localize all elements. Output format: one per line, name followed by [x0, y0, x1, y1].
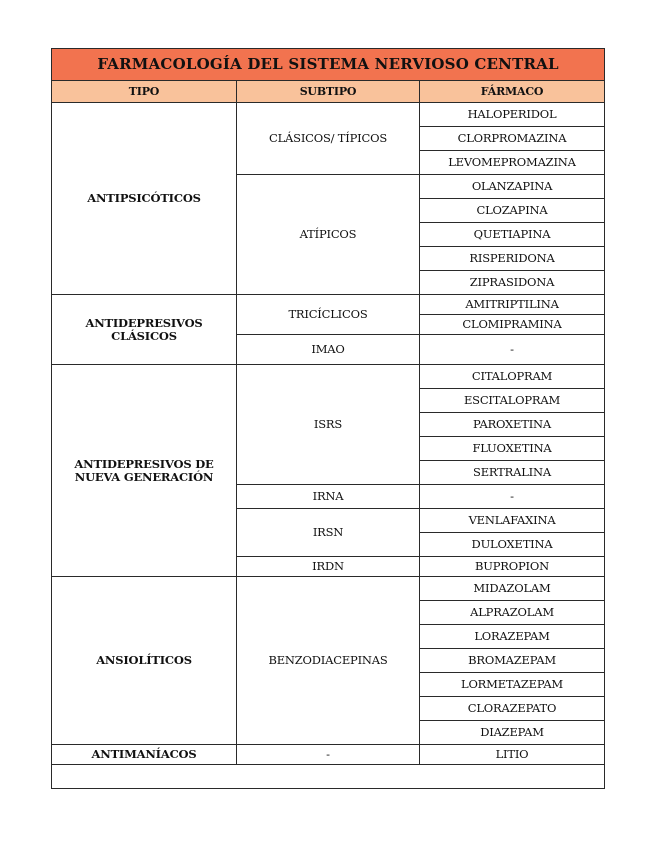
blank-row — [52, 765, 605, 789]
drug-cell: BUPROPION — [420, 557, 605, 577]
subtipo-benzodiacepinas: BENZODIACEPINAS — [237, 577, 420, 745]
drug-cell: SERTRALINA — [420, 461, 605, 485]
drug-cell: CLOMIPRAMINA — [420, 315, 605, 335]
header-tipo: TIPO — [52, 81, 237, 103]
table-title: FARMACOLOGÍA DEL SISTEMA NERVIOSO CENTRAL — [52, 49, 605, 81]
drug-cell: VENLAFAXINA — [420, 509, 605, 533]
drug-cell: ESCITALOPRAM — [420, 389, 605, 413]
drug-cell: OLANZAPINA — [420, 175, 605, 199]
pharmacology-table — [51, 48, 605, 789]
subtipo-irdn: IRDN — [237, 557, 420, 577]
drug-cell: DULOXETINA — [420, 533, 605, 557]
drug-cell: DIAZEPAM — [420, 721, 605, 745]
subtipo-imao: IMAO — [237, 335, 420, 365]
subtipo-irna: IRNA — [237, 485, 420, 509]
subtipo-isrs: ISRS — [237, 365, 420, 485]
drug-cell: HALOPERIDOL — [420, 103, 605, 127]
drug-cell: - — [420, 335, 605, 365]
subtipo-triciclicos: TRICÍCLICOS — [237, 295, 420, 335]
header-farmaco: FÁRMACO — [420, 81, 605, 103]
drug-cell: CLOZAPINA — [420, 199, 605, 223]
drug-cell: MIDAZOLAM — [420, 577, 605, 601]
subtipo-clasicos: CLÁSICOS/ TÍPICOS — [237, 103, 420, 175]
drug-cell: LITIO — [420, 745, 605, 765]
drug-cell: QUETIAPINA — [420, 223, 605, 247]
subtipo-antimaniacos: - — [237, 745, 420, 765]
drug-cell: CITALOPRAM — [420, 365, 605, 389]
header-subtipo: SUBTIPO — [237, 81, 420, 103]
drug-cell: ZIPRASIDONA — [420, 271, 605, 295]
subtipo-irsn: IRSN — [237, 509, 420, 557]
drug-cell: RISPERIDONA — [420, 247, 605, 271]
drug-cell: LORMETAZEPAM — [420, 673, 605, 697]
drug-cell: ALPRAZOLAM — [420, 601, 605, 625]
subtipo-atipicos: ATÍPICOS — [237, 175, 420, 295]
drug-cell: PAROXETINA — [420, 413, 605, 437]
drug-cell: LEVOMEPROMAZINA — [420, 151, 605, 175]
tipo-ansioliticos: ANSIOLÍTICOS — [52, 577, 237, 745]
tipo-antidep-nueva: ANTIDEPRESIVOS DE NUEVA GENERACIÓN — [52, 365, 237, 577]
drug-cell: BROMAZEPAM — [420, 649, 605, 673]
tipo-antidep-clasicos: ANTIDEPRESIVOS CLÁSICOS — [52, 295, 237, 365]
drug-cell: AMITRIPTILINA — [420, 295, 605, 315]
drug-cell: - — [420, 485, 605, 509]
drug-cell: FLUOXETINA — [420, 437, 605, 461]
tipo-antimaniacos: ANTIMANÍACOS — [52, 745, 237, 765]
tipo-antipsicoticos: ANTIPSICÓTICOS — [52, 103, 237, 295]
drug-cell: CLORAZEPATO — [420, 697, 605, 721]
drug-cell: LORAZEPAM — [420, 625, 605, 649]
drug-cell: CLORPROMAZINA — [420, 127, 605, 151]
